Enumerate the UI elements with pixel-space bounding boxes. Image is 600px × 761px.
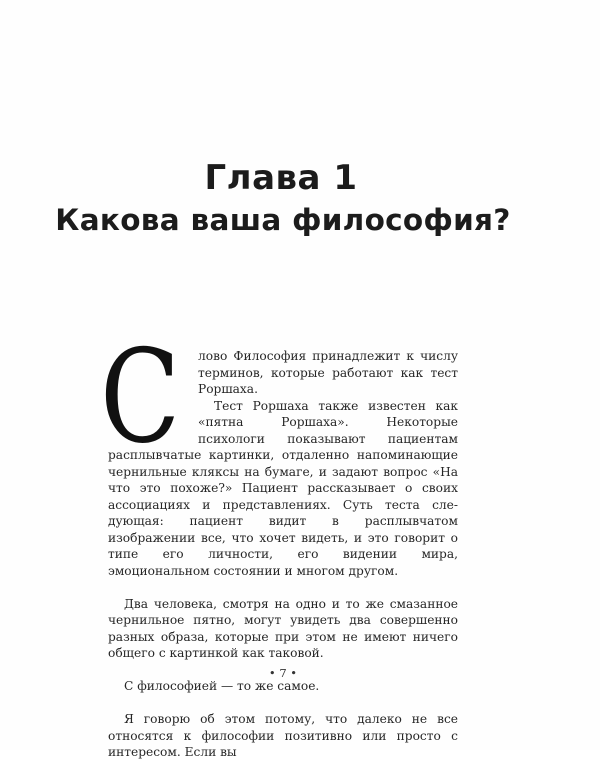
paragraph-text: лово Философия принадлежит к числу терминов, которые работают как тест Роршаха. — [198, 349, 458, 396]
chapter-title-heading: Какова ваша философия? — [55, 203, 511, 237]
drop-cap-letter: С — [100, 323, 181, 472]
paragraph-philosophy-same: С философией — то же самое. — [124, 679, 320, 693]
paragraph-two-people: Два человека, смотря на одно и то же смазанное чернильное пятно, могут увидеть два совершенно разных образа, которые при этом не имеют ничего общего с картинкой как таковой. — [108, 596, 458, 660]
paragraph-why-mention: Я говорю об этом потому, что далеко не все относятся к философии позитивно или просто с интересом. Если вы — [108, 712, 458, 759]
paragraph-intro — [100, 323, 458, 472]
page-number: • 7 • — [268, 666, 298, 680]
chapter-number-heading: Глава 1 — [204, 158, 358, 198]
chapter-body-text — [100, 323, 458, 761]
paragraph-rorschach: Тест Роршаха также известен как «пятна Роршаха». Некоторые психологи показывают пациентам расплывчатые картинки, отдаленно напоминающие чернильные кляксы на бумаге, и задают вопрос «На что это похоже?» Пациент рассказывает о своих ассоциациях и представлениях. Суть теста следующая: пациент видит в расплывчатом изображении все, что хочет видеть, и это говорит о типе его личности, его видении мира, эмоциональном состоянии и многом другом. — [108, 398, 458, 578]
